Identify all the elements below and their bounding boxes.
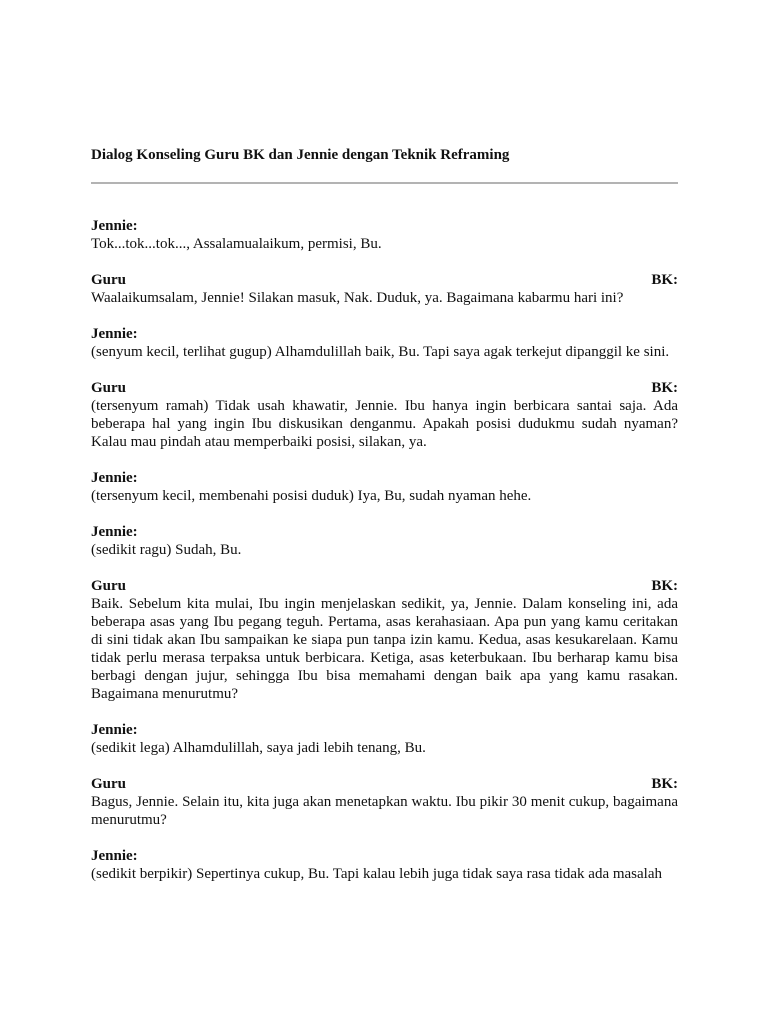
speaker-label-right: BK: <box>651 272 678 288</box>
document-title: Dialog Konseling Guru BK dan Jennie dengan Teknik Reframing <box>91 147 510 163</box>
dialog-entry-guru-3 <box>91 577 678 703</box>
dialog-entry-guru-2 <box>91 379 678 451</box>
speaker-label: Jennie: <box>91 218 138 234</box>
speaker-label: Jennie: <box>91 326 138 342</box>
speaker-label-left: Guru <box>91 776 127 792</box>
speaker-label <box>91 577 678 595</box>
speaker-label <box>91 775 678 793</box>
dialog-text: (sedikit lega) Alhamdulillah, saya jadi lebih tenang, Bu. <box>91 740 426 756</box>
speaker-label: Jennie: <box>91 848 138 864</box>
dialog-text: (senyum kecil, terlihat gugup) Alhamdulillah baik, Bu. Tapi saya agak terkejut dipanggil ke sini. <box>91 344 670 360</box>
dialog-text: Baik. Sebelum kita mulai, Ibu ingin menjelaskan sedikit, ya, Jennie. Dalam konseling ini, ada beberapa asas yang Ibu pegang teguh. Pertama, asas kerahasiaan. Apa pun yang kamu ceritakan di sini tidak akan Ibu sampaikan ke siapa pun tanpa izin kamu. Kedua, asas kesukarelaan. Kamu tidak perlu merasa terpaksa untuk berbicara. Ketiga, asas keterbukaan. Ibu berharap kamu bisa berbagi dengan jujur, sehingga Ibu bisa memahami dengan baik apa yang kamu rasakan. Bagaimana menurutmu? <box>91 596 678 702</box>
dialog-text: (sedikit ragu) Sudah, Bu. <box>91 542 242 558</box>
speaker-label <box>91 379 678 397</box>
dialog-entry-jennie-5 <box>91 721 678 757</box>
dialog-text: Tok...tok...tok..., Assalamualaikum, permisi, Bu. <box>91 236 382 252</box>
dialog-text: (sedikit berpikir) Sepertinya cukup, Bu. Tapi kalau lebih juga tidak saya rasa tidak ada masalah <box>91 866 662 882</box>
speaker-label: Jennie: <box>91 524 138 540</box>
dialog-text: Bagus, Jennie. Selain itu, kita juga akan menetapkan waktu. Ibu pikir 30 menit cukup, bagaimana menurutmu? <box>91 794 678 828</box>
dialog-entry-guru-4 <box>91 775 678 829</box>
dialog-text: (tersenyum kecil, membenahi posisi duduk) Iya, Bu, sudah nyaman hehe. <box>91 488 532 504</box>
dialog-entry-guru-1 <box>91 271 678 307</box>
dialog-entry-jennie-6 <box>91 847 678 883</box>
speaker-label <box>91 271 678 289</box>
speaker-label: Jennie: <box>91 722 138 738</box>
speaker-label: Jennie: <box>91 470 138 486</box>
dialog-entry-jennie-3 <box>91 469 678 505</box>
dialog-entry-jennie-2 <box>91 325 678 361</box>
speaker-label-right: BK: <box>651 776 678 792</box>
document-page <box>91 146 678 901</box>
dialog-entry-jennie-1 <box>91 217 678 253</box>
speaker-label-left: Guru <box>91 578 127 594</box>
title-divider <box>91 182 678 184</box>
speaker-label-left: Guru <box>91 380 127 396</box>
speaker-label-right: BK: <box>651 380 678 396</box>
dialog-text: (tersenyum ramah) Tidak usah khawatir, Jennie. Ibu hanya ingin berbicara santai saja. Ada beberapa hal yang ingin Ibu diskusikan denganmu. Apakah posisi dudukmu sudah nyaman? Kalau mau pindah atau memperbaiki posisi, silakan, ya. <box>91 398 678 450</box>
dialog-text: Waalaikumsalam, Jennie! Silakan masuk, Nak. Duduk, ya. Bagaimana kabarmu hari ini? <box>91 290 624 306</box>
speaker-label-left: Guru <box>91 272 127 288</box>
speaker-label-right: BK: <box>651 578 678 594</box>
dialog-entry-jennie-4 <box>91 523 678 559</box>
